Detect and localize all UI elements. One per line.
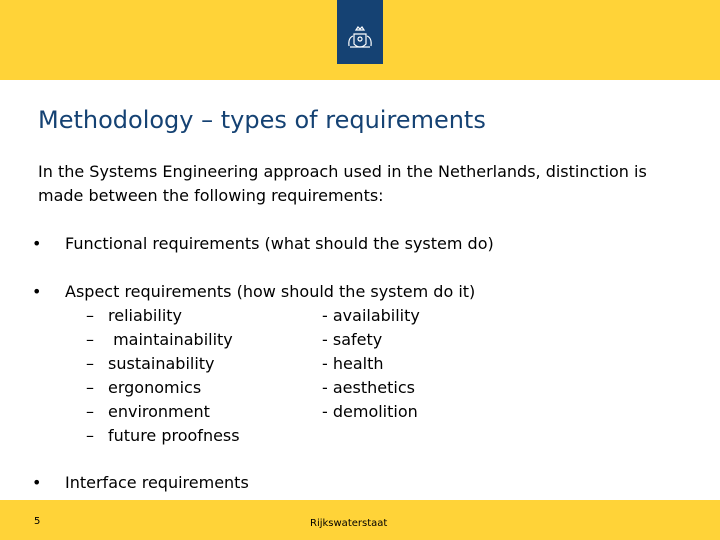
intro-paragraph: In the Systems Engineering approach used in the Netherlands, distinction is made between the following requirements: [38,162,647,205]
dash-marker: – [86,354,94,373]
page-number: 5 [34,516,41,527]
list-item: - availability [322,306,420,325]
bullet-marker: • [32,473,42,492]
list-item-text: sustainability [108,354,215,373]
bullet-marker: • [32,234,42,253]
bullet-text: Functional requirements (what should the system do) [65,234,494,253]
slide-title: Methodology – types of requirements [38,106,486,134]
list-item: - health [322,354,384,373]
list-item [86,328,240,352]
list-item-text: future proofness [108,426,240,445]
list-item [86,304,240,328]
list-item: - safety [322,330,383,349]
dash-marker: – [86,330,94,349]
dash-marker: – [86,426,94,445]
bullet-marker: • [32,282,42,301]
list-item: - aesthetics [322,378,415,397]
list-item-text: environment [108,402,210,421]
list-item: - demolition [322,402,418,421]
bullet-text: Aspect requirements (how should the system do it) [65,282,476,301]
list-item-text: maintainability [108,330,233,349]
dash-marker: – [86,378,94,397]
list-item-text: reliability [108,306,182,325]
aspect-list-right [322,304,420,424]
list-item-text: ergonomics [108,378,202,397]
government-logo [337,0,383,64]
list-item [86,424,240,448]
bullet-text: Interface requirements [65,473,249,492]
dash-marker: – [86,306,94,325]
aspect-list-left [86,304,240,448]
list-item [86,400,240,424]
list-item [86,376,240,400]
footer-brand: Rijkswaterstaat [310,518,388,529]
dash-marker: – [86,402,94,421]
list-item [86,352,240,376]
